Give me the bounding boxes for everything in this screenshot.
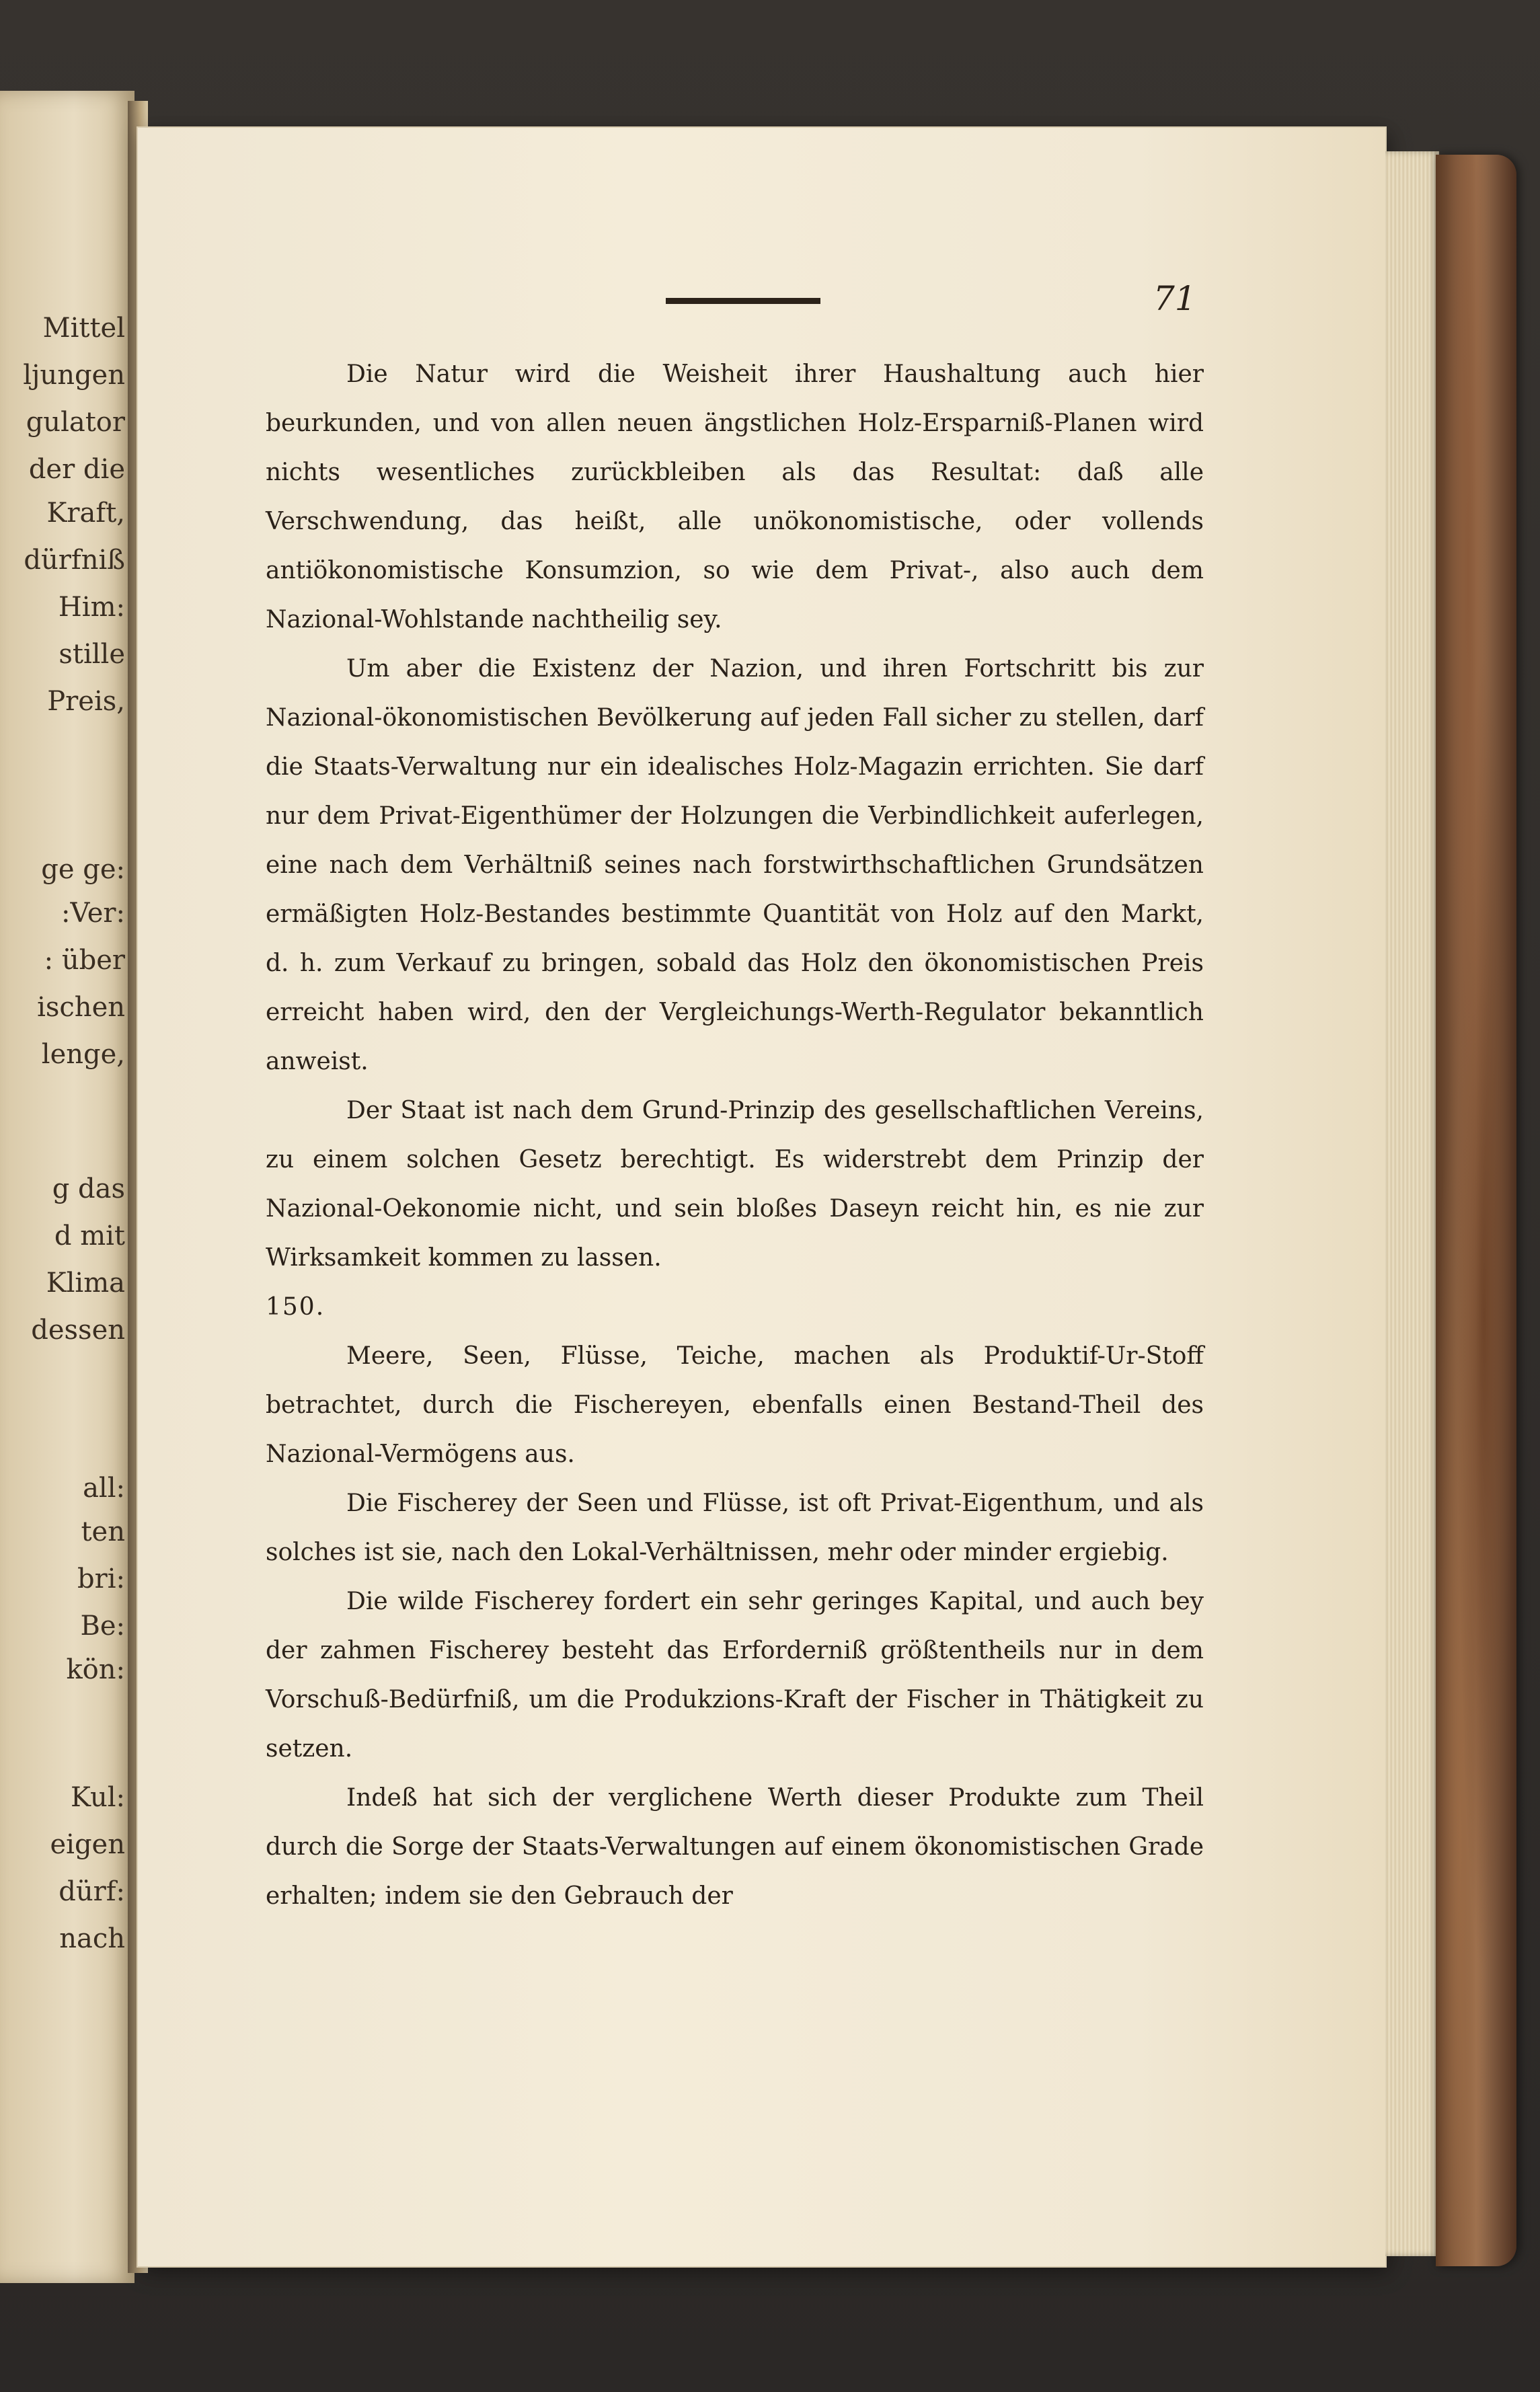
margin-fragment: der die <box>28 454 125 485</box>
header-rule <box>666 298 820 304</box>
paragraph: Meere, Seen, Flüsse, Teiche, machen als Produktif-Ur-Stoff betrachtet, durch die Fischereyen, ebenfalls einen Bestand-Theil des Nazional-Vermögens aus. <box>266 1342 1204 1468</box>
margin-fragment: ljungen <box>23 360 125 391</box>
paragraph: Die Natur wird die Weisheit ihrer Haushaltung auch hier beurkunden, und von allen neuen ängstlichen Holz-Ersparniß-Planen wird nichts wesentliches zurückbleiben als das Resultat: daß alle Verschwendung, das heißt, alle unökonomistische, oder vollends antiökonomistische Konsumzion, so wie dem Privat-, also auch dem Nazional-Wohlstande nachtheilig sey. <box>266 360 1204 633</box>
previous-page-fragment <box>0 91 134 2283</box>
paragraph: Die wilde Fischerey fordert ein sehr geringes Kapital, und auch bey der zahmen Fischerey besteht das Erforderniß größtentheils nur in dem Vorschuß-Bedürfniß, um die Produkzions-Kraft der Fischer in Thätigkeit zu setzen. <box>266 1588 1204 1763</box>
margin-fragment: Preis, <box>47 686 125 717</box>
margin-fragment: all: <box>83 1473 125 1504</box>
book-binding <box>1436 155 1516 2266</box>
margin-fragment: ischen <box>37 992 125 1023</box>
margin-fragment: Him: <box>58 592 125 623</box>
margin-fragment: Kraft, <box>46 498 125 529</box>
margin-fragment: : über <box>44 945 125 976</box>
section-number: 150. <box>266 1293 325 1321</box>
margin-fragment: dürfniß <box>24 545 125 576</box>
margin-fragment: ge ge: <box>41 854 125 885</box>
margin-fragment: ten <box>81 1516 125 1547</box>
margin-fragment: bri: <box>77 1564 125 1594</box>
margin-fragment: stille <box>59 639 125 670</box>
paragraph: Die Fischerey der Seen und Flüsse, ist oft Privat-Eigenthum, und als solches ist sie, nach den Lokal-Verhältnissen, mehr oder minder ergiebig. <box>266 1490 1204 1566</box>
margin-fragment: Klima <box>46 1268 125 1299</box>
margin-fragment: dürf: <box>59 1876 125 1907</box>
margin-fragment: Be: <box>80 1611 125 1642</box>
margin-fragment: d mit <box>54 1221 125 1251</box>
page-body <box>266 350 1204 1921</box>
margin-fragment: Mittel <box>42 313 125 344</box>
margin-fragment: eigen <box>50 1829 125 1860</box>
margin-fragment: lenge, <box>41 1039 125 1070</box>
margin-fragment: gulator <box>26 407 125 438</box>
margin-fragment: dessen <box>31 1315 125 1346</box>
margin-fragment: :Ver: <box>61 898 125 929</box>
margin-fragment: kön: <box>66 1654 125 1685</box>
paragraph: Indeß hat sich der verglichene Werth dieser Produkte zum Theil durch die Sorge der Staats-Verwaltungen auf einem ökonomistischen Grade erhalten; indem sie den Gebrauch der <box>266 1784 1204 1910</box>
page-number: 71 <box>1153 279 1196 318</box>
margin-fragment: g das <box>52 1173 125 1204</box>
margin-fragment: nach <box>59 1923 125 1954</box>
paragraph: Um aber die Existenz der Nazion, und ihren Fortschritt bis zur Nazional-ökonomistischen Bevölkerung auf jeden Fall sicher zu stellen, darf die Staats-Verwaltung nur ein idealisches Holz-Magazin errichten. Sie darf nur dem Privat-Eigenthümer der Holzungen die Verbindlichkeit auferlegen, eine nach dem Verhältniß seines nach forstwirthschaftlichen Grundsätzen ermäßigten Holz-Bestandes bestimmte Quantität von Holz auf den Markt, d. h. zum Verkauf zu bringen, sobald das Holz den ökonomistischen Preis erreicht haben wird, den der Vergleichungs-Werth-Regulator bekanntlich anweist. <box>266 655 1204 1075</box>
page-edges <box>1385 151 1439 2256</box>
margin-fragment: Kul: <box>70 1782 125 1813</box>
paragraph: Der Staat ist nach dem Grund-Prinzip des gesellschaftlichen Vereins, zu einem solchen Gesetz berechtigt. Es widerstrebt dem Prinzip der Nazional-Oekonomie nicht, und sein bloßes Daseyn reicht hin, es nie zur Wirksamkeit kommen zu lassen. <box>266 1097 1204 1272</box>
